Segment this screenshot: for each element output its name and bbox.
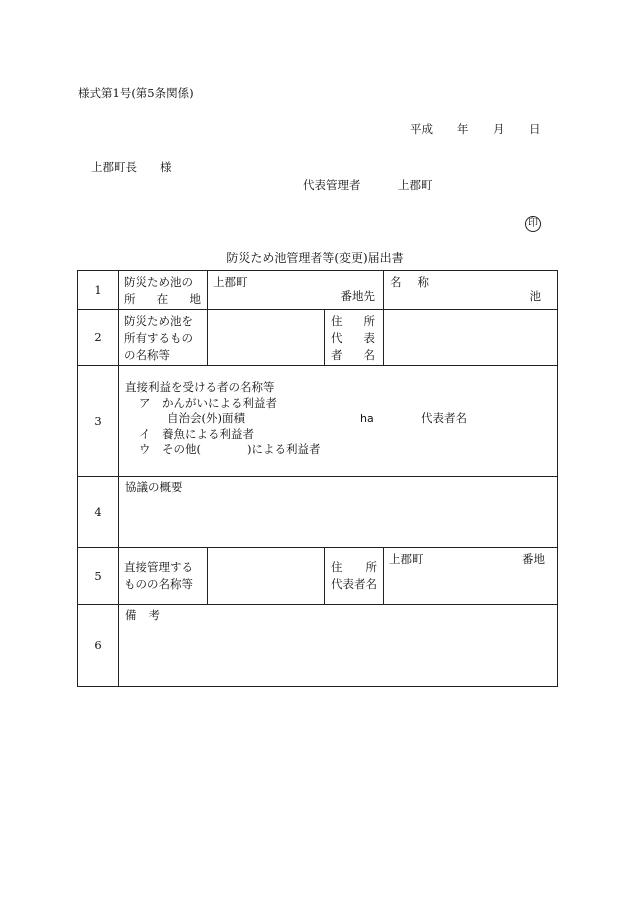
row-3-item-b: イ 養魚による利益者 bbox=[139, 426, 254, 441]
row-1-town: 上郡町 bbox=[213, 275, 248, 289]
row-5 bbox=[78, 548, 558, 605]
row-2-label-line: 所有するもの bbox=[124, 331, 193, 345]
row-1-label-char: 所 bbox=[124, 292, 136, 306]
row-2 bbox=[78, 310, 558, 366]
row-1-name-label bbox=[390, 274, 429, 291]
document-title: 防災ため池管理者等(変更)届出書 bbox=[226, 251, 404, 265]
row-3-beneficiary-cell[interactable] bbox=[119, 366, 558, 477]
seal-mark bbox=[525, 216, 541, 232]
row-5-manager-name-cell[interactable] bbox=[208, 548, 325, 605]
seal-icon: 印 bbox=[525, 216, 541, 232]
row-1 bbox=[78, 271, 558, 310]
row-2-addr-char: 表 bbox=[363, 331, 375, 345]
row-3-heading: 直接利益を受ける者の名称等 bbox=[125, 380, 275, 394]
rep-manager-town: 上郡町 bbox=[398, 178, 433, 192]
row-3-item-c: ウ その他( )による利益者 bbox=[139, 442, 321, 456]
row-3-item-a: ア かんがいによる利益者 bbox=[139, 395, 277, 410]
row-1-name-char: 称 bbox=[417, 275, 429, 289]
row-1-label-line1: 防災ため池の bbox=[124, 275, 193, 289]
row-2-addr-char: 名 bbox=[363, 348, 375, 362]
row-3 bbox=[78, 366, 558, 477]
row-6-label-char: 考 bbox=[148, 608, 160, 622]
row-2-label-line: の名称等 bbox=[124, 348, 170, 362]
addressee-honorific: 様 bbox=[160, 160, 172, 174]
row-6-number: 6 bbox=[78, 605, 119, 687]
row-1-number: 1 bbox=[78, 271, 119, 310]
row-1-banchi: 番地先 bbox=[340, 289, 375, 303]
row-6-label-char: 備 bbox=[125, 608, 137, 622]
addressee: 上郡町長 bbox=[91, 160, 137, 174]
row-5-banchi: 番地 bbox=[522, 552, 545, 566]
date-day: 日 bbox=[529, 122, 541, 136]
row-1-label-char: 地 bbox=[189, 292, 201, 306]
row-5-addr-char: 住 bbox=[331, 560, 343, 574]
row-1-label-char: 在 bbox=[156, 292, 169, 306]
row-4-number: 4 bbox=[78, 477, 119, 548]
row-5-label-line: 直接管理する bbox=[124, 560, 193, 574]
date-year: 年 bbox=[457, 122, 469, 136]
row-3-number: 3 bbox=[78, 366, 119, 477]
row-4 bbox=[78, 477, 558, 548]
row-2-address-value-cell[interactable] bbox=[384, 310, 558, 366]
date-era: 平成 bbox=[410, 122, 433, 136]
row-1-name-cell[interactable] bbox=[384, 271, 558, 310]
row-5-address-value-cell[interactable] bbox=[384, 548, 558, 605]
row-1-name-char: 名 bbox=[390, 275, 402, 289]
row-2-addr-char: 住 bbox=[331, 314, 343, 328]
form-table bbox=[77, 270, 558, 687]
row-2-addr-char: 者 bbox=[331, 348, 343, 362]
row-2-label-line: 防災ため池を bbox=[124, 314, 193, 328]
row-2-label-cell bbox=[119, 310, 208, 366]
row-2-addr-char: 所 bbox=[363, 314, 375, 328]
row-6-remarks-cell[interactable] bbox=[119, 605, 558, 687]
row-2-owner-name-cell[interactable] bbox=[208, 310, 325, 366]
row-2-number: 2 bbox=[78, 310, 119, 366]
row-2-addr-char: 代 bbox=[331, 331, 343, 345]
form-number: 様式第1号(第5条関係) bbox=[78, 86, 194, 100]
row-5-town: 上郡町 bbox=[389, 552, 424, 566]
row-3-rep-label: 代表者名 bbox=[421, 411, 467, 425]
row-4-label: 協議の概要 bbox=[125, 480, 183, 494]
row-5-addr-char: 所 bbox=[365, 560, 377, 574]
row-5-rep-label: 代表者名 bbox=[331, 577, 377, 591]
date-month: 月 bbox=[493, 122, 505, 136]
row-5-number: 5 bbox=[78, 548, 119, 605]
row-1-pond-suffix: 池 bbox=[529, 289, 541, 303]
row-4-consultation-cell[interactable] bbox=[119, 477, 558, 548]
row-3-area-unit: ha bbox=[360, 412, 374, 425]
row-3-area-label: 自治会(外)面積 bbox=[167, 411, 245, 425]
row-1-label-cell bbox=[119, 271, 208, 310]
row-5-label-line: ものの名称等 bbox=[124, 577, 193, 591]
row-6-label bbox=[119, 605, 557, 624]
row-1-location-cell[interactable] bbox=[208, 271, 384, 310]
row-2-address-label-cell bbox=[325, 310, 384, 366]
row-5-label-cell bbox=[119, 548, 208, 605]
row-6 bbox=[78, 605, 558, 687]
rep-manager-label: 代表管理者 bbox=[303, 178, 361, 192]
row-3-item-a-detail bbox=[125, 411, 557, 427]
row-5-address-label-cell bbox=[325, 548, 384, 605]
